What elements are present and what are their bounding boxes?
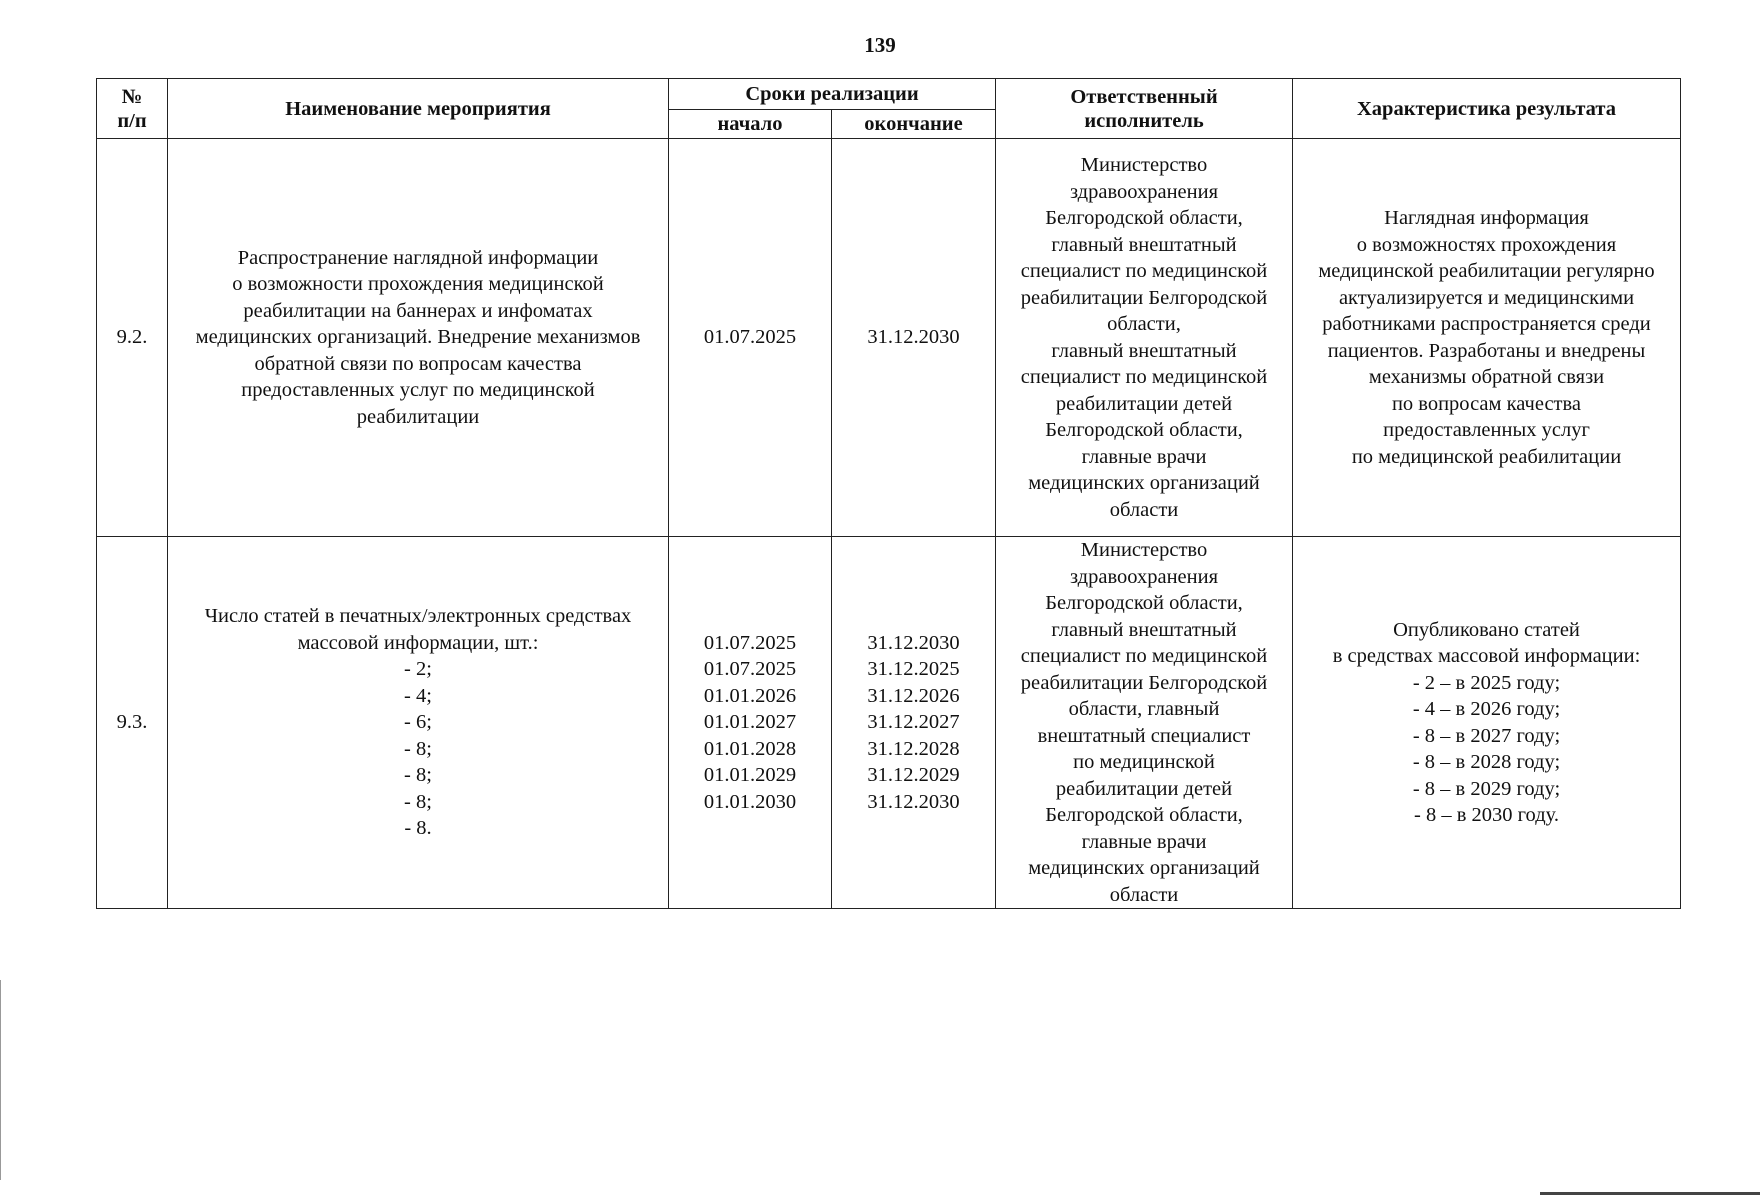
header-implementation-terms: Сроки реализации bbox=[669, 79, 996, 110]
header-end: окончание bbox=[832, 110, 996, 139]
header-result: Характеристика результата bbox=[1293, 79, 1681, 139]
row-number: 9.3. bbox=[97, 537, 168, 909]
result-description: Опубликовано статей в средствах массовой информации: - 2 – в 2025 году; - 4 – в 2026 году; - 8 – в 2027 году; - 8 – в 2028 году; - 8 – в 2029 году; - 8 – в 2030 году. bbox=[1293, 537, 1681, 909]
activities-table bbox=[96, 78, 1681, 909]
result-description: Наглядная информация о возможностях прохождения медицинской реабилитации регулярно актуализируется и медицинскими работниками распространяется среди пациентов. Разработаны и внедрены механизмы обратной связи по вопросам качества предоставленных услуг по медицинской реабилитации bbox=[1293, 139, 1681, 537]
responsible-executor: Министерство здравоохранения Белгородской области, главный внештатный специалист по медицинской реабилитации Белгородской области, главный внештатный специалист по медицинской реабилитации детей Белгородской области, главные врачи медицинских организаций области bbox=[996, 537, 1293, 909]
activity-name: Число статей в печатных/электронных средствах массовой информации, шт.: - 2; - 4; - 6; - 8; - 8; - 8; - 8. bbox=[168, 537, 669, 909]
start-date: 01.07.2025 bbox=[669, 139, 832, 537]
table-row bbox=[97, 139, 1681, 537]
header-responsible: Ответственный исполнитель bbox=[996, 79, 1293, 139]
activity-name: Распространение наглядной информации о возможности прохождения медицинской реабилитации на баннерах и инфоматах медицинских организаций. Внедрение механизмов обратной связи по вопросам качества предоставленных услуг по медицинской реабилитации bbox=[168, 139, 669, 537]
table-row bbox=[97, 537, 1681, 909]
row-number: 9.2. bbox=[97, 139, 168, 537]
scan-edge-mark bbox=[1540, 1192, 1760, 1195]
scan-edge-mark bbox=[0, 980, 1, 1180]
page-number: 139 bbox=[864, 33, 896, 57]
header-number: № п/п bbox=[97, 79, 168, 139]
responsible-executor: Министерство здравоохранения Белгородской области, главный внештатный специалист по медицинской реабилитации Белгородской области, главный внештатный специалист по медицинской реабилитации детей Белгородской области, главные врачи медицинских организаций области bbox=[996, 139, 1293, 537]
start-date: 01.07.2025 01.07.2025 01.01.2026 01.01.2027 01.01.2028 01.01.2029 01.01.2030 bbox=[669, 537, 832, 909]
end-date: 31.12.2030 31.12.2025 31.12.2026 31.12.2027 31.12.2028 31.12.2029 31.12.2030 bbox=[832, 537, 996, 909]
header-start: начало bbox=[669, 110, 832, 139]
end-date: 31.12.2030 bbox=[832, 139, 996, 537]
header-activity-name: Наименование мероприятия bbox=[168, 79, 669, 139]
